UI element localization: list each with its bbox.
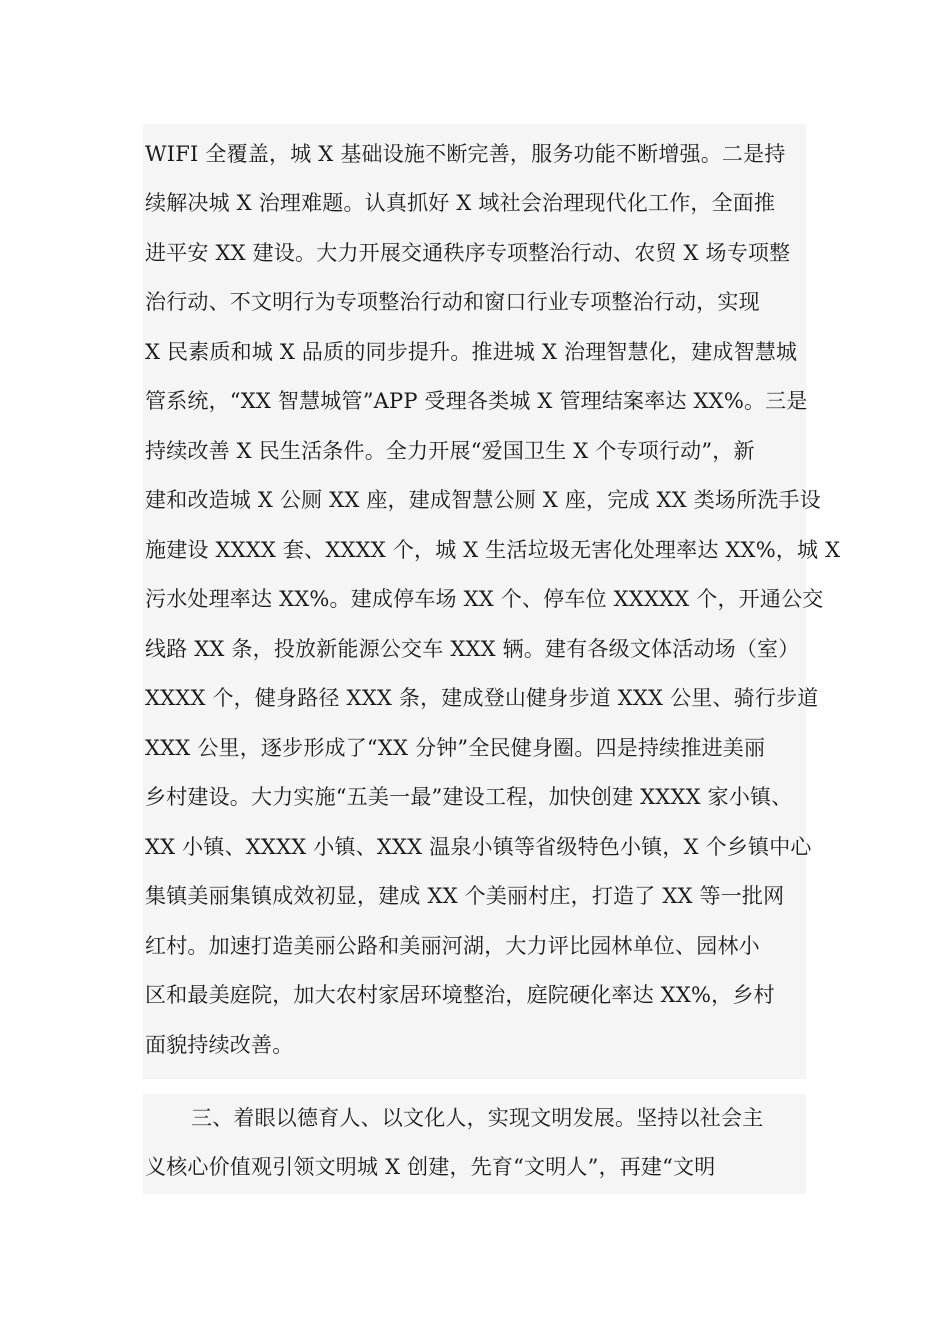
paragraph-2: [143, 1094, 806, 1194]
text-line: 义核心价值观引领文明城 X 创建，先育“文明人”，再建“文明: [145, 1155, 716, 1179]
paragraph-1: [143, 124, 841, 1079]
text-line: 施建设 XXXX 套、XXXX 个，城 X 生活垃圾无害化处理率达 XX%，城 X: [145, 538, 841, 562]
text-line: XX 小镇、XXXX 小镇、XXX 温泉小镇等省级特色小镇，X 个乡镇中心: [145, 835, 812, 859]
text-line: 治行动、不文明行为专项整治行动和窗口行业专项整治行动，实现: [145, 290, 760, 314]
text-line: 管系统，“XX 智慧城管”APP 受理各类城 X 管理结案率达 XX%。三是: [145, 389, 808, 413]
text-line: WIFI 全覆盖，城 X 基础设施不断完善，服务功能不断增强。二是持: [145, 142, 786, 166]
text-line: 线路 XX 条，投放新能源公交车 XXX 辆。建有各级文体活动场（室）: [145, 637, 800, 661]
text-line: 乡村建设。大力实施“五美一最”建设工程，加快创建 XXXX 家小镇、: [145, 785, 793, 809]
text-line: 续解决城 X 治理难题。认真抓好 X 域社会治理现代化工作，全面推: [145, 191, 776, 215]
text-line: 红村。加速打造美丽公路和美丽河湖，大力评比园林单位、园林小: [145, 934, 760, 958]
text-line: XXX 公里，逐步形成了“XX 分钟”全民健身圈。四是持续推进美丽: [145, 736, 766, 760]
text-line: 建和改造城 X 公厕 XX 座，建成智慧公厕 X 座，完成 XX 类场所洗手设: [145, 488, 821, 512]
text-line: 三、着眼以德育人、以文化人，实现文明发展。坚持以社会主: [191, 1106, 764, 1130]
text-line: 污水处理率达 XX%。建成停车场 XX 个、停车位 XXXXX 个，开通公交: [145, 587, 824, 611]
text-line: XXXX 个，健身路径 XXX 条，建成登山健身步道 XXX 公里、骑行步道: [145, 686, 819, 710]
text-line: 进平安 XX 建设。大力开展交通秩序专项整治行动、农贸 X 场专项整: [145, 241, 791, 265]
text-line: 面貌持续改善。: [145, 1033, 294, 1057]
text-line: 持续改善 X 民生活条件。全力开展“爱国卫生 X 个专项行动”，新: [145, 439, 755, 463]
text-line: 集镇美丽集镇成效初显，建成 XX 个美丽村庄，打造了 XX 等一批网: [145, 884, 785, 908]
text-line: 区和最美庭院，加大农村家居环境整治，庭院硬化率达 XX%，乡村: [145, 983, 775, 1007]
text-line: X 民素质和城 X 品质的同步提升。推进城 X 治理智慧化，建成智慧城: [145, 340, 798, 364]
